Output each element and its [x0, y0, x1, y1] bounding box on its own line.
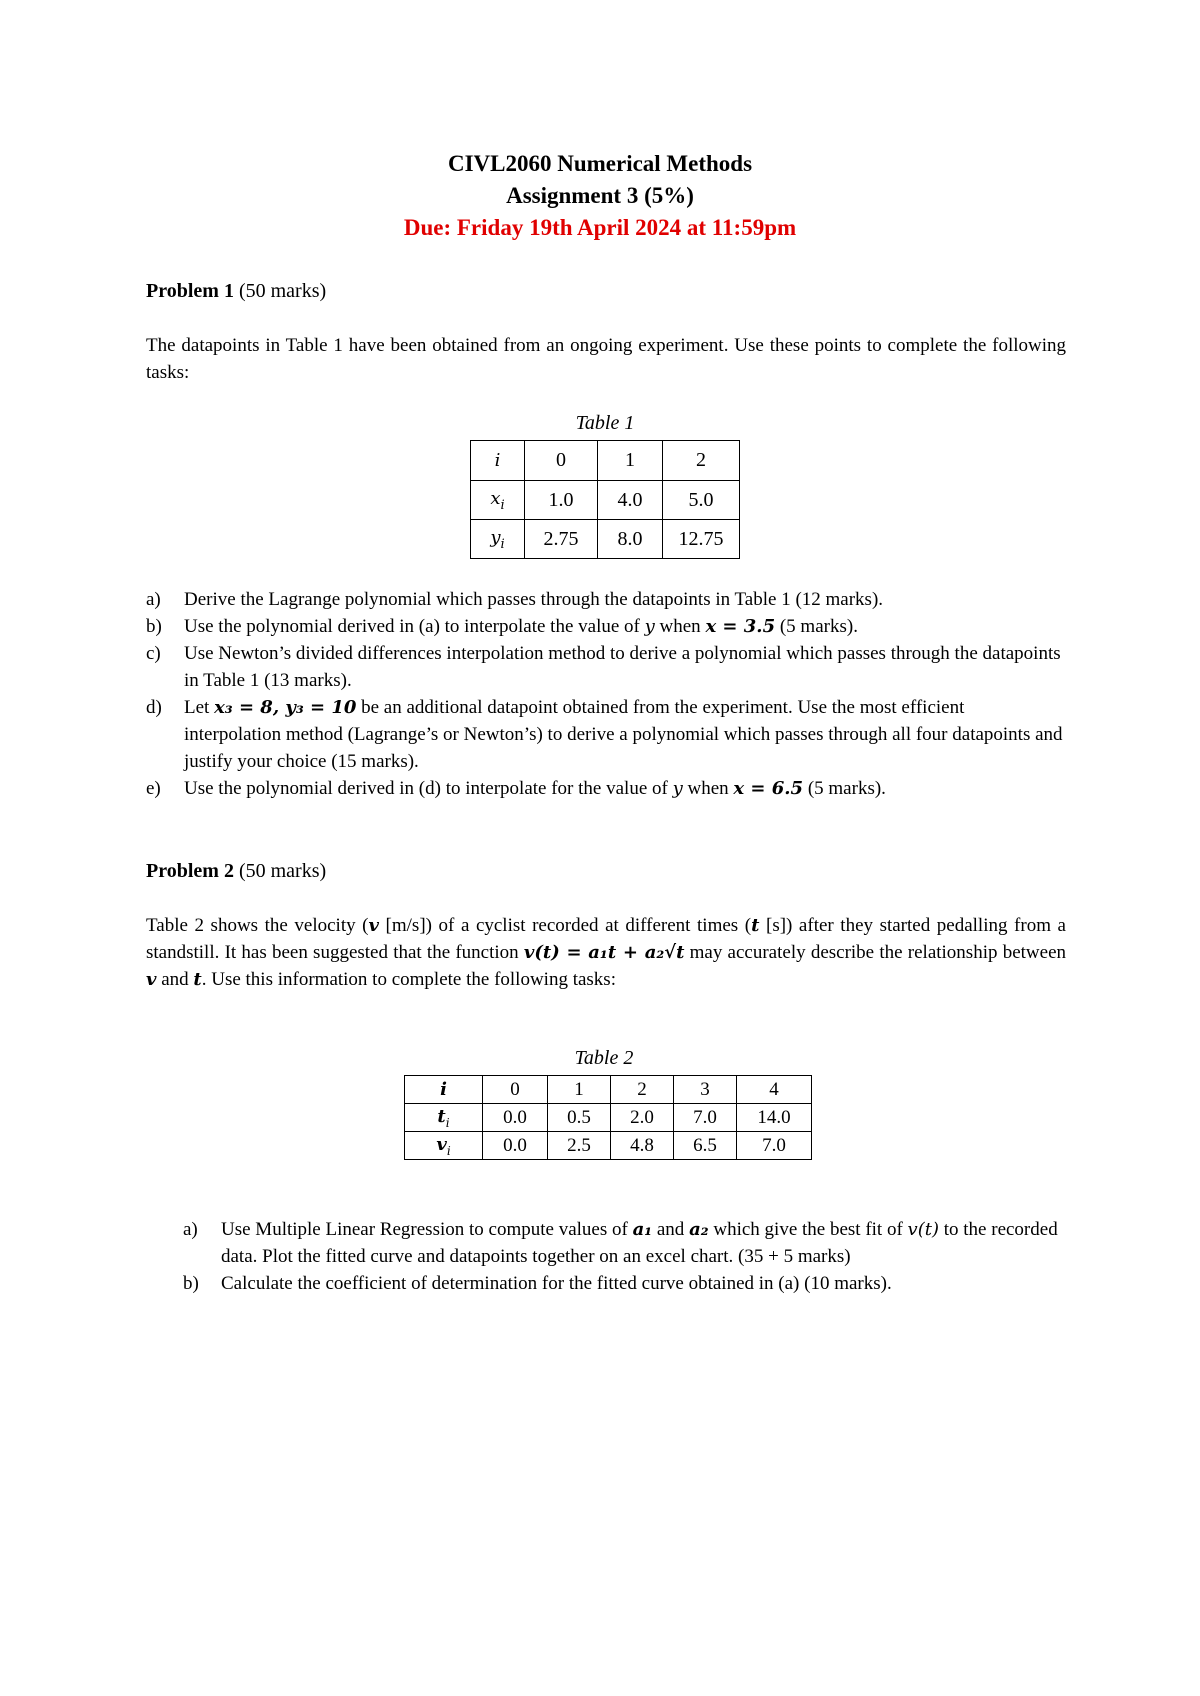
- table-row: [405, 1076, 812, 1104]
- problem1-heading-line: [146, 280, 326, 303]
- table1: [470, 440, 740, 559]
- due-date: Due: Friday 19th April 2024 at 11:59pm: [403, 215, 797, 240]
- list-item: b) Use the polynomial derived in (a) to interpolate the value of y when x = 3.5 (5 marks).: [146, 613, 1066, 640]
- task-label: b): [146, 616, 162, 637]
- table2-caption: Table 2: [574, 1047, 634, 1069]
- table-cell: 4.0: [598, 481, 663, 520]
- list-item: b) Calculate the coefficient of determination for the fitted curve obtained in (a) (10 marks).: [183, 1270, 1066, 1297]
- table-cell: 12.75: [663, 520, 740, 559]
- table-cell: 7.0: [737, 1132, 812, 1160]
- table-row: $y_i$ 2.75 8.0 12.75: [471, 520, 740, 559]
- math-expression: v(t): [907, 1219, 939, 1240]
- table-cell: 0.0: [483, 1104, 548, 1132]
- document-subtitle: Assignment 3 (5%): [506, 183, 694, 208]
- list-item: c) Use Newton’s divided differences interpolation method to derive a polynomial which passes through the datapoints in Table 1 (13 marks).: [146, 640, 1066, 694]
- list-item: e) Use the polynomial derived in (d) to interpolate for the value of y when x = 6.5 (5 marks).: [146, 775, 1066, 802]
- table-cell: 2.75: [525, 520, 598, 559]
- task-label: c): [146, 643, 161, 664]
- table2-row-label-t: t: [437, 1105, 446, 1127]
- table-cell: 1.0: [525, 481, 598, 520]
- task-label: e): [146, 778, 161, 799]
- problem1-intro: The datapoints in Table 1 have been obtained from an ongoing experiment. Use these points to complete the following tasks:: [146, 335, 1066, 383]
- table-cell: 1: [598, 441, 663, 481]
- task-label: a): [183, 1219, 198, 1240]
- table1-caption: Table 1: [575, 412, 635, 434]
- table-cell: 0: [525, 441, 598, 481]
- math-expression: v(t) = a₁t + a₂√t: [523, 942, 685, 963]
- table2-row-label-v: v: [436, 1133, 447, 1155]
- table-cell: 14.0: [737, 1104, 812, 1132]
- table-cell: 2.0: [611, 1104, 674, 1132]
- table2: [404, 1075, 812, 1160]
- task-label: b): [183, 1273, 199, 1294]
- task-label: d): [146, 697, 162, 718]
- table-cell: 3: [674, 1076, 737, 1104]
- task-label: a): [146, 589, 161, 610]
- problem2-heading-line: [146, 860, 326, 883]
- table-cell: 1: [548, 1076, 611, 1104]
- table-cell: 2.5: [548, 1132, 611, 1160]
- problem2-intro: Table 2 shows the velocity (v [m/s]) of a cyclist recorded at different times (t [s]) after they started pedalling from a standstill. It has been suggested that the function v(t) = a₁t + a₂√t may accurately describe the relationship between v and t. Use this information to complete the following tasks:: [146, 915, 1066, 990]
- problem2-marks: (50 marks): [238, 860, 327, 882]
- table-cell: 8.0: [598, 520, 663, 559]
- table-row: $t_i$ 0.0 0.5 2.0 7.0 14.0: [405, 1104, 812, 1132]
- math-expression: x = 6.5: [733, 778, 804, 799]
- math-expression: x = 3.5: [705, 616, 776, 637]
- table-row: [471, 441, 740, 481]
- list-item: d) Let x₃ = 8, y₃ = 10 be an additional datapoint obtained from the experiment. Use the most efficient interpolation method (Lagrange’s or Newton’s) to derive a polynomial which passes through all four datapoints and justify your choice (15 marks).: [146, 694, 1066, 775]
- table-cell: 0.5: [548, 1104, 611, 1132]
- problem1-heading: Problem 1: [146, 280, 234, 302]
- table2-row-label-i: i: [440, 1078, 447, 1100]
- table1-row-label-i: i: [494, 450, 501, 471]
- problem2-heading: Problem 2: [146, 860, 234, 882]
- table-row: $v_i$ 0.0 2.5 4.8 6.5 7.0: [405, 1132, 812, 1160]
- table-cell: 4.8: [611, 1132, 674, 1160]
- list-item: a) Derive the Lagrange polynomial which passes through the datapoints in Table 1 (12 marks).: [146, 586, 1066, 613]
- table-cell: 6.5: [674, 1132, 737, 1160]
- table-cell: 0.0: [483, 1132, 548, 1160]
- list-item: a) Use Multiple Linear Regression to compute values of a₁ and a₂ which give the best fit of v(t) to the recorded data. Plot the fitted curve and datapoints together on an excel chart. (35 + 5 marks): [183, 1216, 1066, 1270]
- problem2-task-list: [183, 1216, 1066, 1297]
- table-cell: 0: [483, 1076, 548, 1104]
- problem1-marks: (50 marks): [238, 280, 327, 302]
- math-expression: x₃ = 8, y₃ = 10: [214, 697, 357, 718]
- table-row: $x_i$ 1.0 4.0 5.0: [471, 481, 740, 520]
- table-cell: 7.0: [674, 1104, 737, 1132]
- table-cell: 2: [663, 441, 740, 481]
- table1-row-label-y: y: [490, 527, 501, 548]
- table-cell: 4: [737, 1076, 812, 1104]
- table-cell: 2: [611, 1076, 674, 1104]
- problem1-task-list: [146, 586, 1066, 802]
- table1-row-label-x: x: [490, 488, 501, 509]
- table-cell: 5.0: [663, 481, 740, 520]
- document-title: CIVL2060 Numerical Methods: [447, 151, 753, 176]
